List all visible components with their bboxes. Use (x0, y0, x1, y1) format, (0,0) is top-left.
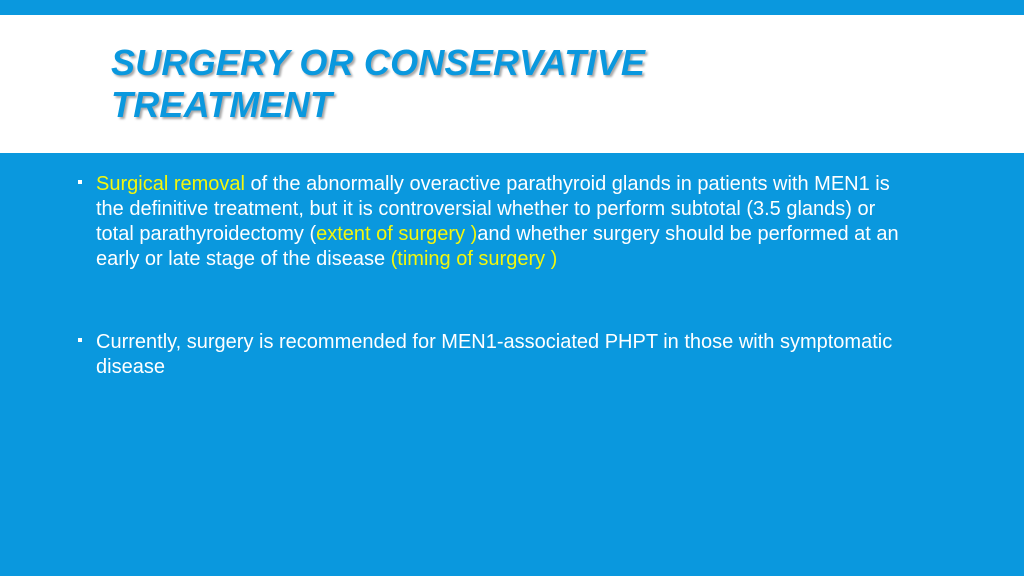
bullet-list (78, 172, 918, 380)
bullet-item-1 (78, 172, 918, 272)
bullet-marker-icon (78, 180, 82, 184)
bullet-item-2 (78, 330, 918, 380)
bullet-text: Currently, surgery is recommended for MEN1-associated PHPT in those with symptomatic disease (96, 331, 893, 378)
bullet-text: and whether surgery should be performed at an early or late stage of the disease (96, 223, 899, 270)
highlight-extent-of-surgery: extent of surgery ) (316, 223, 478, 245)
highlight-surgical-removal: Surgical removal (96, 173, 245, 195)
slide-title-line-2: TREATMENT (111, 84, 333, 125)
slide-title-line-1: SURGERY OR CONSERVATIVE (111, 42, 646, 83)
bullet-text: of the abnormally overactive parathyroid glands in patients with MEN1 is the definitive treatment, but it is controversial whether to perform subtotal (3.5 glands) or total parathyroidectomy ( (96, 173, 890, 245)
highlight-timing-of-surgery: (timing of surgery ) (390, 248, 558, 270)
title-band (0, 15, 1024, 153)
slide-title (111, 42, 871, 126)
bullet-marker-icon (78, 338, 82, 342)
